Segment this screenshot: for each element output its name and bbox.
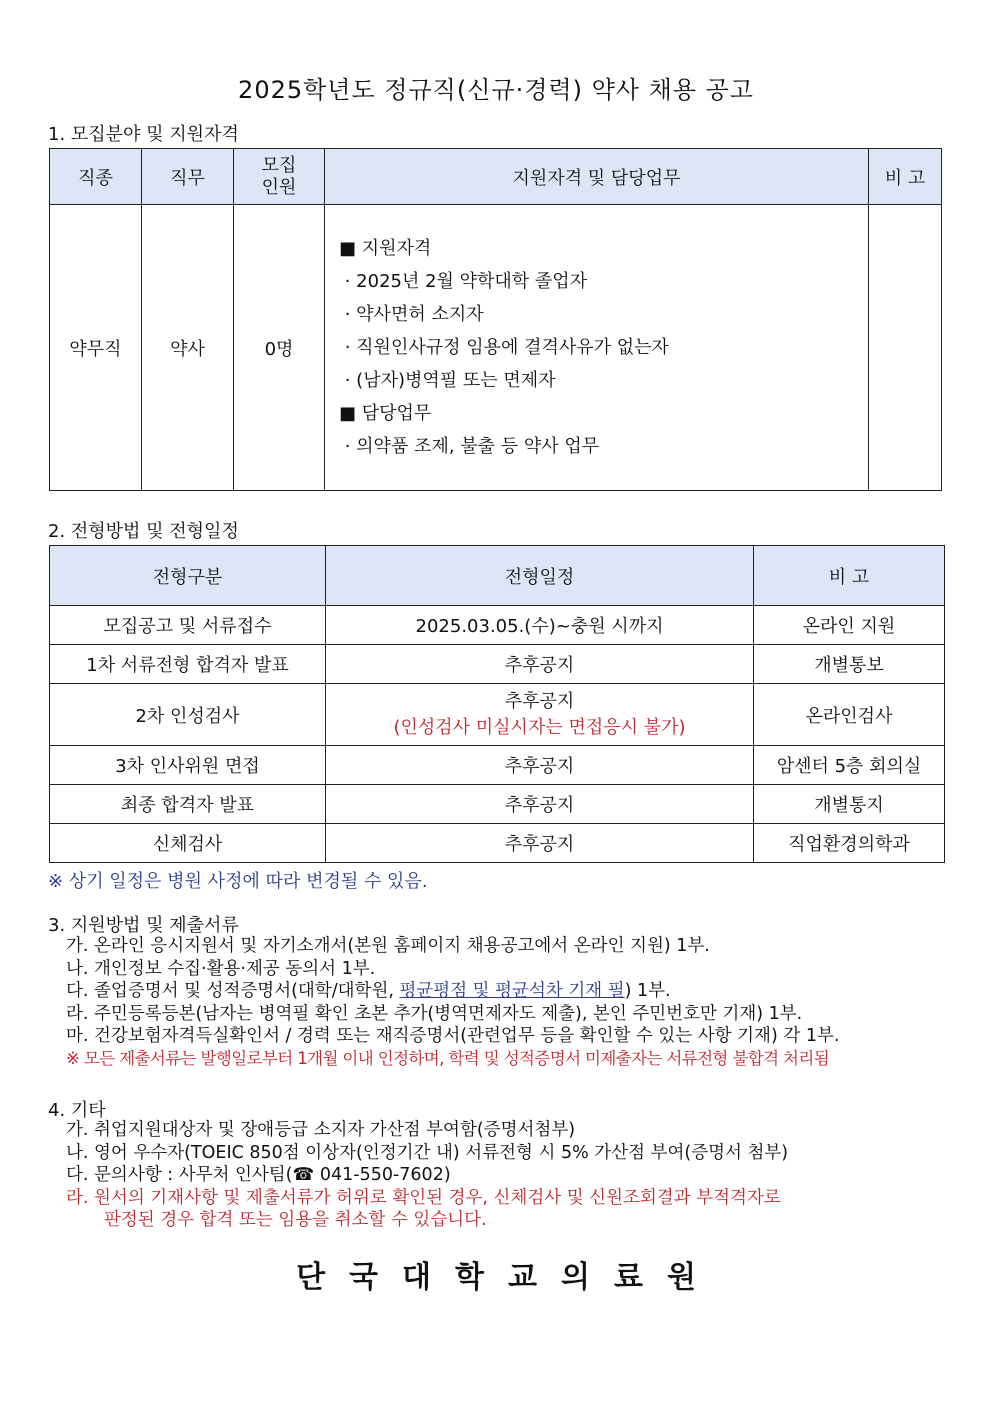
list-item: 나. 영어 우수자(TOEIC 850점 이상자(인정기간 내) 서류전형 시 5% 가산점 부여(증명서 첨부): [66, 1142, 789, 1163]
section1-heading: 1. 모집분야 및 지원자격: [48, 124, 239, 145]
qual-line: · (남자)병역필 또는 면제자: [339, 370, 556, 391]
stage-cell: 1차 서류전형 합격자 발표: [50, 645, 326, 684]
gpa-requirement: 평균평점 및 평균석차 기재 필: [399, 981, 625, 1001]
qual-line: · 의약품 조제, 불출 등 약사 업무: [339, 436, 600, 457]
header-job: 직무: [142, 149, 234, 205]
section2-heading: 2. 전형방법 및 전형일정: [48, 521, 239, 542]
list-item: 마. 건강보험자격득실확인서 / 경력 또는 재직증명서(관련업무 등을 확인할 수 있는 사항 기재) 각 1부.: [66, 1026, 840, 1046]
schedule-cell: 추후공지: [326, 645, 754, 684]
section4-list: [66, 1119, 788, 1232]
schedule-cell: 추후공지: [326, 785, 754, 824]
recruitment-header-row: [50, 149, 942, 205]
note-cell: 온라인검사: [754, 684, 945, 746]
header-schedule-note: 비 고: [754, 546, 945, 606]
section3-list: [66, 935, 839, 1070]
note-cell: 온라인 지원: [754, 606, 945, 645]
cell-job: 약사: [142, 205, 234, 491]
table-row: [50, 645, 945, 684]
list-item-tail: ) 1부.: [624, 981, 671, 1001]
stage-cell: 2차 인성검사: [50, 684, 326, 746]
table-row: [50, 785, 945, 824]
list-item-warning-cont: 판정된 경우 합격 또는 임용을 취소할 수 있습니다.: [104, 1210, 487, 1230]
schedule-cell: 추후공지: [326, 746, 754, 785]
list-item: 라. 주민등록등본(남자는 병역필 확인 초본 추가(병역면제자도 제출), 본인 주민번호만 기재) 1부.: [66, 1003, 803, 1024]
qual-line: · 2025년 2월 약학대학 졸업자: [339, 271, 588, 292]
schedule-cell: 추후공지: [326, 824, 754, 863]
note-cell: 직업환경의학과: [754, 824, 945, 863]
cell-note: [869, 205, 942, 491]
header-schedule: 전형일정: [326, 546, 754, 606]
header-count-label: 모집 인원: [261, 154, 297, 198]
stage-cell: 3차 인사위원 면접: [50, 746, 326, 785]
schedule-cell: 2025.03.05.(수)~충원 시까지: [326, 606, 754, 645]
header-job-type: 직종: [50, 149, 142, 205]
header-count: [234, 149, 325, 205]
schedule-text: 추후공지: [504, 690, 575, 712]
institution-name: 단국대학교의료원: [296, 1260, 720, 1295]
list-item-text: 다. 졸업증명서 및 성적증명서(대학/대학원,: [66, 981, 400, 1001]
schedule-header-row: [50, 546, 945, 606]
table-row: [50, 746, 945, 785]
list-item: 가. 온라인 응시지원서 및 자기소개서(본원 홈페이지 채용공고에서 온라인 지원) 1부.: [66, 936, 710, 956]
stage-cell: 신체검사: [50, 824, 326, 863]
table-row: [50, 684, 945, 746]
qual-line: ■ 지원자격: [339, 238, 432, 259]
table-row: [50, 606, 945, 645]
schedule-footnote: ※ 상기 일정은 병원 사정에 따라 변경될 수 있음.: [48, 871, 428, 892]
header-qualification: 지원자격 및 담당업무: [325, 149, 869, 205]
qual-line: · 직원인사규정 임용에 결격사유가 없는자: [339, 337, 669, 358]
section3-heading: 3. 지원방법 및 제출서류: [48, 915, 239, 936]
recruitment-row: [50, 205, 942, 491]
schedule-warning: (인성검사 미실시자는 면접응시 불가): [393, 716, 686, 738]
header-note: 비 고: [869, 149, 942, 205]
note-cell: 암센터 5층 회의실: [754, 746, 945, 785]
submission-warning: ※ 모든 제출서류는 발행일로부터 1개월 이내 인정하며, 학력 및 성적증명서 미제출자는 서류전형 불합격 처리됨: [66, 1048, 830, 1068]
section4-heading: 4. 기타: [48, 1100, 106, 1121]
qual-line: ■ 담당업무: [339, 403, 432, 424]
table-row: [50, 824, 945, 863]
schedule-cell: [326, 684, 754, 746]
note-cell: 개별통보: [754, 645, 945, 684]
recruitment-table: [49, 148, 942, 491]
list-item-warning: 라. 원서의 기재사항 및 제출서류가 허위로 확인된 경우, 신체검사 및 신원조회결과 부적격자로: [66, 1187, 781, 1208]
cell-qualification: [325, 205, 869, 491]
qual-line: · 약사면허 소지자: [339, 304, 484, 325]
stage-cell: 모집공고 및 서류접수: [50, 606, 326, 645]
stage-cell: 최종 합격자 발표: [50, 785, 326, 824]
note-cell: 개별통지: [754, 785, 945, 824]
list-item: 가. 취업지원대상자 및 장애등급 소지자 가산점 부여함(증명서첨부): [66, 1120, 576, 1140]
list-item: [66, 980, 839, 1003]
schedule-table: [49, 545, 945, 863]
cell-job-type: 약무직: [50, 205, 142, 491]
page-title: 2025학년도 정규직(신규·경력) 약사 채용 공고: [238, 76, 754, 104]
cell-count: 0명: [234, 205, 325, 491]
list-item: 나. 개인정보 수집·활용·제공 동의서 1부.: [66, 958, 376, 979]
list-item: 다. 문의사항 : 사무처 인사팀(☎ 041-550-7602): [66, 1165, 451, 1185]
header-stage: 전형구분: [50, 546, 326, 606]
